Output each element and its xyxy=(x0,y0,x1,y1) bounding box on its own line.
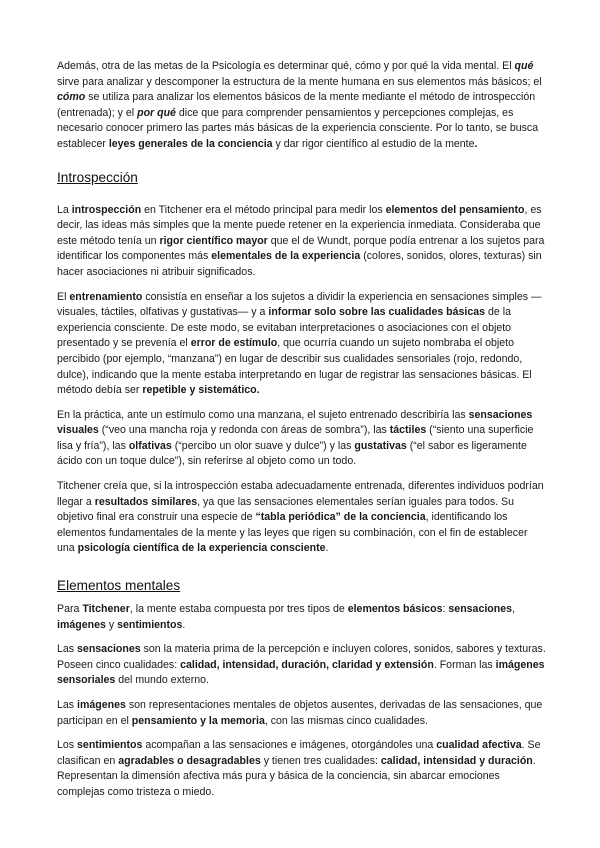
paragraph-titchener: Titchener creía que, si la introspección estaba adecuadamente entrenada, diferentes individuos podrían llegar a resultados similares, ya que las sensaciones elementales serían iguales para todos. Su objetivo final era construir una especie de “tabla periódica” de la conciencia, identificando los elementos fundamentales de la mente y las leyes que rigen su combinación, con el fin de establecer una psicología científica de la experiencia consciente. xyxy=(57,480,544,555)
heading-elementos-mentales: Elementos mentales xyxy=(57,578,181,594)
paragraph-sensaciones: Las sensaciones son la materia prima de la percepción e incluyen colores, sonidos, sabores y texturas. Poseen cinco cualidades: calidad, intensidad, duración, claridad y extensión. Forman las imágenes sensoriales del mundo externo. xyxy=(57,643,546,687)
paragraph-entrenamiento: El entrenamiento consistía en enseñar a los sujetos a dividir la experiencia en sensaciones simples —visuales, táctiles, olfativas y gustativas— y a informar solo sobre las cualidades básicas de la experiencia consciente. De este modo, se evitaban interpretaciones o asociaciones con el objeto presentado y se prevenía el error de estímulo, que ocurría cuando un sujeto nombraba el objeto percibido (por ejemplo, “manzana”) en lugar de describir sus cualidades sensoriales (rojo, redondo, dulce), indicando que la mente estaba interpretando en lugar de registrar las sensaciones básicas. El método debía ser repetible y sistemático. xyxy=(57,290,542,397)
paragraph-imagenes: Las imágenes son representaciones mentales de objetos ausentes, derivadas de las sensaciones, que participan en el pensamiento y la memoria, con las mismas cinco cualidades. xyxy=(57,699,543,727)
paragraph-introspeccion: La introspección en Titchener era el método principal para medir los elementos del pensamiento, es decir, las ideas más simples que la mente puede retener en la experiencia inmediata. Consideraba que este método tenía un rigor científico mayor que el de Wundt, porque podía entrenar a los sujetos para identificar los componentes más elementales de la experiencia (colores, sonidos, olores, texturas) sin hacer asociaciones ni atribuir significados. xyxy=(57,203,545,278)
paragraph-goals: Además, otra de las metas de la Psicología es determinar qué, cómo y por qué la vida mental. El qué sirve para analizar y descomponer la estructura de la mente humana en sus elementos más básicos; el cómo se utiliza para analizar los elementos básicos de la mente mediante el método de introspección (entrenada); y el por qué dice que para comprender pensamientos y percepciones complejas, es necesario conocer primero las partes más básicas de la experiencia consciente. Por lo tanto, se busca establecer leyes generales de la conciencia y dar rigor científico al estudio de la mente. xyxy=(57,60,542,150)
paragraph-tipos: Para Titchener, la mente estaba compuesta por tres tipos de elementos básicos: sensaciones, imágenes y sentimientos. xyxy=(57,603,515,631)
paragraph-practica: En la práctica, ante un estímulo como una manzana, el sujeto entrenado describiría las sensaciones visuales (“veo una mancha roja y redonda con áreas de sombra”), las táctiles (“siento una superficie lisa y fría”), las olfativas (“percibo un olor suave y dulce”) y las gustativas (“el sabor es ligeramente ácido con un toque dulce”), sin referirse al objeto como un todo. xyxy=(57,408,534,468)
heading-introspeccion: Introspección xyxy=(57,169,138,185)
paragraph-sentimientos: Los sentimientos acompañan a las sensaciones e imágenes, otorgándoles una cualidad afectiva. Se clasifican en agradables o desagradables y tienen tres cualidades: calidad, intensidad y duración. Representan la dimensión afectiva más pura y básica de la conciencia, sin abarcar emociones complejas como tristeza o miedo. xyxy=(57,739,541,798)
